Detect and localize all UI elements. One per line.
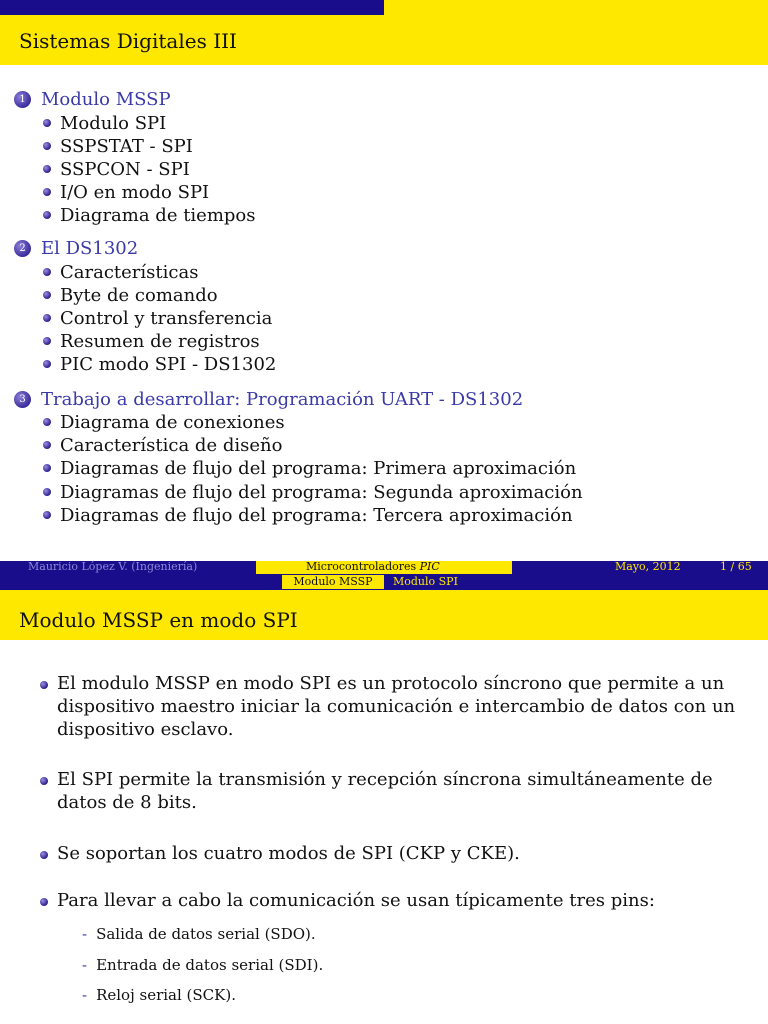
footer-course-box [256, 561, 512, 574]
section-number-3: 3 [14, 391, 31, 408]
slide2-bullet-text: Para llevar a cabo la comunicación se usan típicamente tres pins: [57, 890, 655, 911]
toc-item-label: Diagramas de flujo del programa: Segunda aproximación [60, 481, 583, 503]
toc-item-label: Diagrama de tiempos [60, 204, 256, 226]
toc-item[interactable] [43, 181, 209, 203]
toc-item-label: Característica de diseño [60, 434, 283, 456]
toc-item[interactable] [43, 353, 276, 375]
toc-item[interactable] [43, 204, 256, 226]
slide2-bullet-text: El SPI permite la transmisión y recepción síncrona simultáneamente de datos de 8 bits. [57, 769, 713, 813]
bullet-icon [43, 211, 51, 219]
slide2-bullet [40, 672, 750, 741]
toc-item[interactable] [43, 434, 282, 456]
slide2-sub-bullet [82, 924, 316, 944]
toc-item-label: PIC modo SPI - DS1302 [60, 353, 277, 375]
slide2-bullet [40, 768, 750, 814]
toc-item[interactable] [43, 481, 583, 503]
bullet-icon [43, 314, 51, 322]
bullet-icon [40, 851, 48, 859]
bullet-icon [43, 511, 51, 519]
bullet-icon [43, 188, 51, 196]
bullet-icon [43, 268, 51, 276]
toc-item-label: I/O en modo SPI [60, 181, 210, 203]
slide2-navigation-bar [0, 574, 768, 590]
bullet-icon [43, 119, 51, 127]
toc-section-title: Modulo MSSP [41, 88, 171, 110]
slide2-bullet [40, 842, 750, 865]
top-bar-yellow [384, 0, 768, 15]
slide-footer [0, 561, 768, 574]
toc-item-label: Modulo SPI [60, 112, 167, 134]
bullet-icon [43, 441, 51, 449]
slide2-title-band [0, 590, 768, 640]
toc-item-label: Resumen de registros [60, 330, 260, 352]
toc-item[interactable] [43, 284, 218, 306]
slide2-bullet-text: El modulo MSSP en modo SPI es un protocolo síncrono que permite a un dispositivo maestro iniciar la comunicación e intercambio de datos con un dispositivo esclavo. [57, 673, 736, 740]
toc-item[interactable] [43, 307, 272, 329]
toc-section-3[interactable] [14, 388, 523, 410]
bullet-icon [43, 360, 51, 368]
footer-course [306, 560, 440, 573]
bullet-icon [43, 142, 51, 150]
toc-section-1[interactable] [14, 88, 171, 110]
toc-item-label: Diagrama de conexiones [60, 411, 285, 433]
toc-item[interactable] [43, 330, 260, 352]
toc-item-label: Control y transferencia [60, 307, 273, 329]
toc-item-label: Diagramas de flujo del programa: Tercera aproximación [60, 504, 573, 526]
toc-section-title: El DS1302 [41, 237, 139, 259]
toc-item-label: Byte de comando [60, 284, 218, 306]
bullet-icon [40, 681, 48, 689]
top-bar-blue [0, 0, 384, 15]
toc-section-title: Trabajo a desarrollar: Programación UART - DS1302 [41, 388, 524, 410]
section-number-1: 1 [14, 91, 31, 108]
footer-date: Mayo, 2012 [615, 560, 681, 573]
section-number-2: 2 [14, 240, 31, 257]
bullet-icon [43, 464, 51, 472]
slide1-title: Sistemas Digitales III [19, 29, 237, 53]
toc-item-label: SSPCON - SPI [60, 158, 190, 180]
nav-current-subsection[interactable]: Modulo SPI [393, 575, 458, 588]
footer-date-box [512, 561, 768, 574]
footer-author: Mauricio López V. (Ingeniería) [28, 560, 198, 573]
dash-marker-icon: - [82, 956, 88, 974]
toc-item[interactable] [43, 411, 285, 433]
toc-item[interactable] [43, 261, 198, 283]
footer-author-box [0, 561, 256, 574]
dash-marker-icon: - [82, 925, 88, 943]
footer-course-text: Microcontroladores [306, 560, 417, 573]
bullet-icon [43, 165, 51, 173]
slide2-sub-bullet-text: Entrada de datos serial (SDI). [96, 956, 324, 974]
footer-page-number: 1 / 65 [720, 560, 752, 573]
bullet-icon [43, 337, 51, 345]
slide2-sub-bullet-text: Salida de datos serial (SDO). [96, 925, 316, 943]
bullet-icon [43, 488, 51, 496]
toc-item[interactable] [43, 504, 573, 526]
toc-item-label: SSPSTAT - SPI [60, 135, 193, 157]
slide2-sub-bullet [82, 985, 236, 1005]
toc-item[interactable] [43, 112, 166, 134]
bullet-icon [40, 777, 48, 785]
slide1-title-band [0, 15, 768, 65]
footer-course-italic: PIC [419, 560, 440, 573]
toc-item-label: Diagramas de flujo del programa: Primera aproximación [60, 457, 577, 479]
slide2-sub-bullet-text: Reloj serial (SCK). [96, 986, 236, 1004]
toc-item[interactable] [43, 457, 576, 479]
toc-item-label: Características [60, 261, 199, 283]
bullet-icon [40, 898, 48, 906]
bullet-icon [43, 418, 51, 426]
slide2-title: Modulo MSSP en modo SPI [19, 608, 298, 632]
toc-item[interactable] [43, 158, 190, 180]
nav-current-section[interactable]: Modulo MSSP [282, 575, 384, 589]
slide2-bullet [40, 889, 750, 912]
slide2-bullet-text: Se soportan los cuatro modos de SPI (CKP y CKE). [57, 843, 520, 864]
toc-section-2[interactable] [14, 237, 138, 259]
slide2-sub-bullet [82, 955, 323, 975]
toc-item[interactable] [43, 135, 193, 157]
dash-marker-icon: - [82, 986, 88, 1004]
bullet-icon [43, 291, 51, 299]
top-bar [0, 0, 768, 15]
